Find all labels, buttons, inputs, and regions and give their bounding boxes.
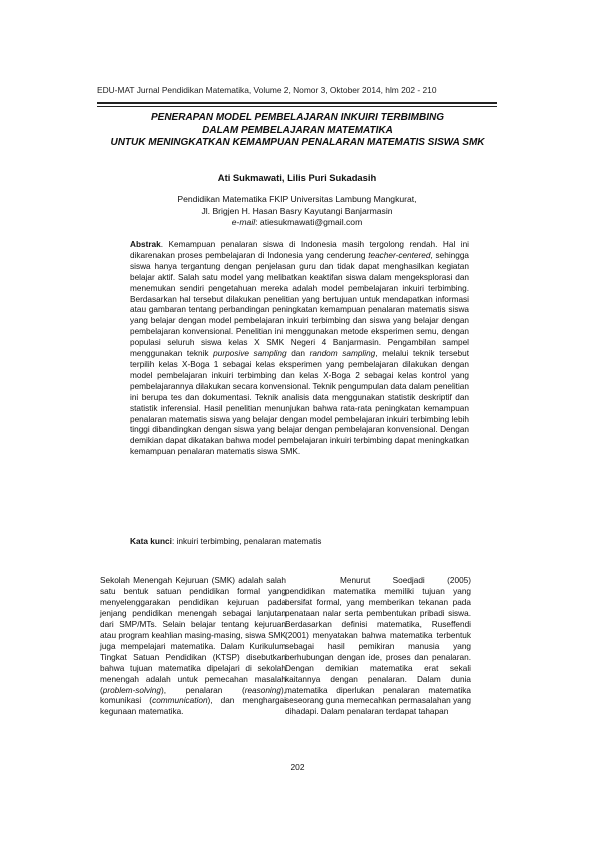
affiliation-line-2: Jl. Brigjen H. Hasan Basry Kayutangi Banjarmasin (201, 205, 393, 216)
keywords-text: : inkuiri terbimbing, penalaran matematis (171, 536, 322, 546)
authors: Ati Sukmawati, Lilis Puri Sukadasih (217, 172, 377, 183)
abstract-text-1: . Kemampuan penalaran siswa di Indonesia masih tergolong rendah. Hal ini dikarenakan proses pembelajaran di Indonesia yang cenderung (130, 240, 469, 260)
left-text-4: ), dan menghargai kegunaan matematika. (100, 696, 286, 717)
abstract-label: Abstrak (130, 240, 161, 249)
abstract-em-1: teacher-centered (368, 250, 431, 260)
abstract-text-3: dan (286, 349, 310, 359)
affiliation-line-1: Pendidikan Matematika FKIP Universitas Lambung Mangkurat, (177, 194, 417, 204)
left-text-3: ), komunikasi ( (100, 685, 286, 706)
left-em-1: problem-solving (102, 685, 161, 695)
right-text: Menurut Soedjadi (2005) pendidikan matematika memiliki tujuan yang bersifat formal, yang memberikan tekanan pada penataan nalar serta pembentukan pribadi siswa. Berdasarkan definisi matematika, Ruseffendi (2001) menyatakan bahwa matematika terbentuk sebagai hasil pemikiran manusia yang berhubungan dengan ide, proses dan penalaran. Dengan demikian matematika erat sekali kaitannya dengan penalaran. Dalam dunia matematika diperlukan penalaran matematika seseorang guna memecahkan permasalahan yang dihadapi. Dalam penalaran terdapat tahapan (285, 576, 471, 717)
abstract-em-3: random sampling (309, 349, 376, 359)
abstract (130, 240, 469, 458)
email-line (97, 217, 497, 229)
title-line-1: PENERAPAN MODEL PEMBELAJARAN INKUIRI TERBIMBING (151, 112, 444, 123)
paper-title (80, 112, 515, 150)
abstract-em-2: purposive sampling (213, 349, 287, 359)
header-rule-thin (97, 106, 497, 107)
header-rule-thick (97, 102, 497, 104)
title-line-2: DALAM PEMBELAJARAN MATEMATIKA (202, 124, 393, 136)
abstract-text-4: , melalui teknik tersebut terpilih kelas X-Boga 1 sebagai kelas eksperimen yang pembelajaran dilakukan dengan model pembelajaran inkuiri terbimbing dan kelas X-Boga 2 sebagai kelas kontrol yang pembelajarannya dilakukan secara konvensional. Teknik pengumpulan data dalam penelitian ini berupa tes dan dokumentasi. Teknik analisis data menggunakan statistik deskriptif dan statistik inferensial. Hasil penelitian menunjukan bahwa rata-rata peningkatan kemampuan penalaran matematis siswa yang belajar dengan model pembelajaran inkuiri terbimbing lebih tinggi dibandingkan dengan siswa yang belajar dengan pembelajaran konvensional. Dengan demikian dapat dikatakan bahwa model pembelajaran inkuiri terbimbing dapat meningkatkan kemampuan penalaran matematis siswa SMK. (130, 349, 469, 457)
affiliation (97, 194, 497, 229)
page-number: 202 (290, 762, 305, 772)
keywords (130, 536, 469, 546)
title-line-3: UNTUK MENINGKATKAN KEMAMPUAN PENALARAN MATEMATIS SISWA SMK (110, 137, 485, 148)
body-column-right (285, 576, 471, 718)
left-text-2: ), penalaran ( (160, 685, 245, 695)
left-em-3: communication (152, 696, 208, 706)
abstract-text-2: , sehingga siswa hanya tergantung dengan penjelasan guru dan tidak dapat menghasilkan kegiatan belajar aktif. Salah satu model yang melibatkan keaktifan siswa dalam mengeksplorasi dan menemukan sendiri pengetahuan mereka adalah model pembelajaran inkuiri terbimbing. Berdasarkan hal tersebut dilakukan penelitian yang bertujuan untuk mendapatkan informasi atau gambaran tentang perbandingan peningkatan kemampuan penalaran matematis siswa yang belajar dengan model pembelajaran inkuiri terbimbing dan siswa yang belajar dengan pembelajaran konvensional. Penelitian ini menggunakan metode eksperimen semu, dengan populasi seluruh siswa kelas X SMK Negeri 4 Banjarmasin. Pengambilan sampel menggunakan teknik (130, 250, 470, 359)
keywords-label: Kata kunci (130, 536, 172, 546)
email-label: e-mail (231, 217, 256, 227)
left-text-1: Sekolah Menengah Kejuruan (SMK) adalah salah satu bentuk satuan pendidikan formal yang menyelenggarakan pendidikan kejuruan pada jenjang pendidikan menengah sebagai lanjutan dari SMP/MTs. Selain belajar tentang kejuruan atau program keahlian masing-masing, siswa SMK juga mempelajari matematika. Dalam Kurikulum Tingkat Satuan Pendidikan (KTSP) disebutkan bahwa tujuan matematika dipelajari di sekolah menengah adalah untuk pemecahan masalah ( (100, 576, 286, 695)
running-head: EDU-MAT Jurnal Pendidikan Matematika, Volume 2, Nomor 3, Oktober 2014, hlm 202 - 210 (97, 85, 437, 95)
left-em-2: reasoning (244, 685, 281, 695)
body-column-left (100, 576, 286, 718)
email-address: : atiesukmawati@gmail.com (255, 217, 363, 227)
